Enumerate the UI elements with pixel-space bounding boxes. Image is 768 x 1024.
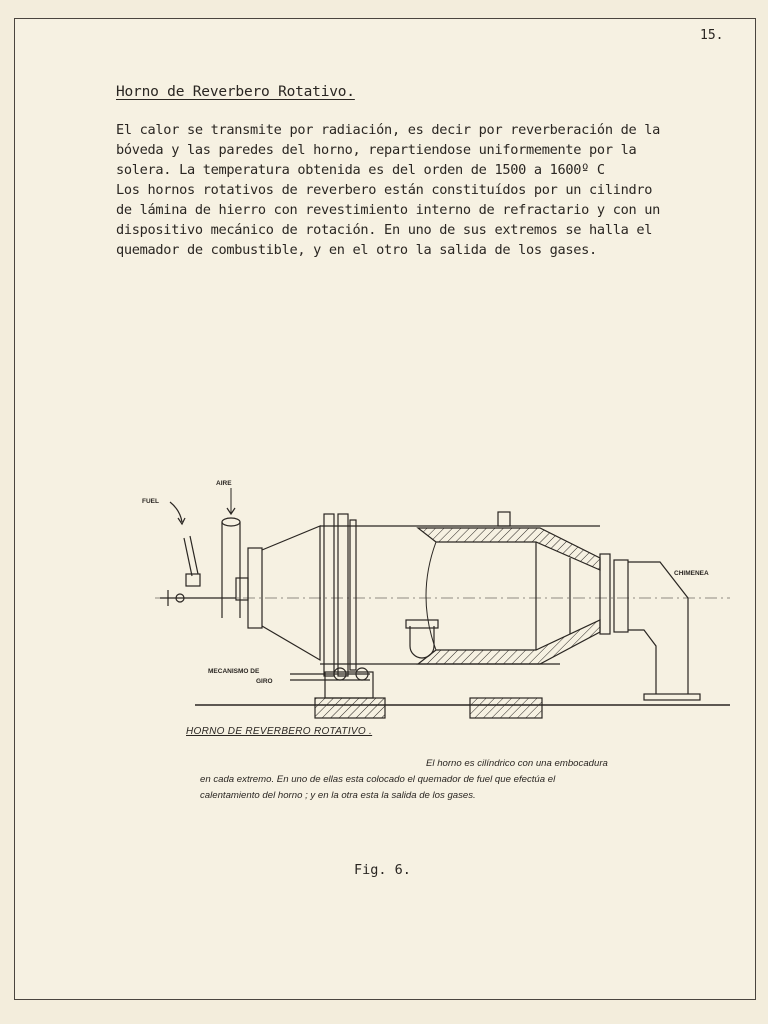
caption-line: en cada extremo. En uno de ellas esta colocado el quemador de fuel que efectúa el	[200, 774, 556, 785]
figure-number: Fig. 6.	[354, 862, 411, 878]
paragraph-line: de lámina de hierro con revestimiento interno de refractario y con un	[116, 202, 661, 218]
label-giro: GIRO	[256, 678, 273, 685]
label-aire: AIRE	[216, 480, 232, 487]
figure-title: HORNO DE REVERBERO ROTATIVO .	[186, 726, 373, 737]
section-heading: Horno de Reverbero Rotativo.	[116, 84, 355, 100]
label-fuel: FUEL	[142, 498, 159, 505]
label-mecanismo: MECANISMO DE	[208, 668, 260, 675]
paragraph-line: solera. La temperatura obtenida es del orden de 1500 a 1600º C	[116, 162, 605, 178]
page-number: 15.	[700, 28, 724, 43]
paragraph-line: quemador de combustible, y en el otro la salida de los gases.	[116, 242, 597, 258]
label-chimenea: CHIMENEA	[674, 570, 709, 577]
caption-line: calentamiento del horno ; y en la otra esta la salida de los gases.	[200, 790, 476, 801]
paragraph-line: dispositivo mecánico de rotación. En uno de sus extremos se halla el	[116, 222, 653, 238]
caption-line: El horno es cilíndrico con una embocadura	[426, 758, 608, 769]
paragraph-line: Los hornos rotativos de reverbero están constituídos por un cilindro	[116, 182, 653, 198]
paragraph-line: El calor se transmite por radiación, es decir por reverberación de la	[116, 122, 661, 138]
paragraph-line: bóveda y las paredes del horno, repartiendose uniformemente por la	[116, 142, 637, 158]
furnace-diagram	[140, 450, 740, 740]
